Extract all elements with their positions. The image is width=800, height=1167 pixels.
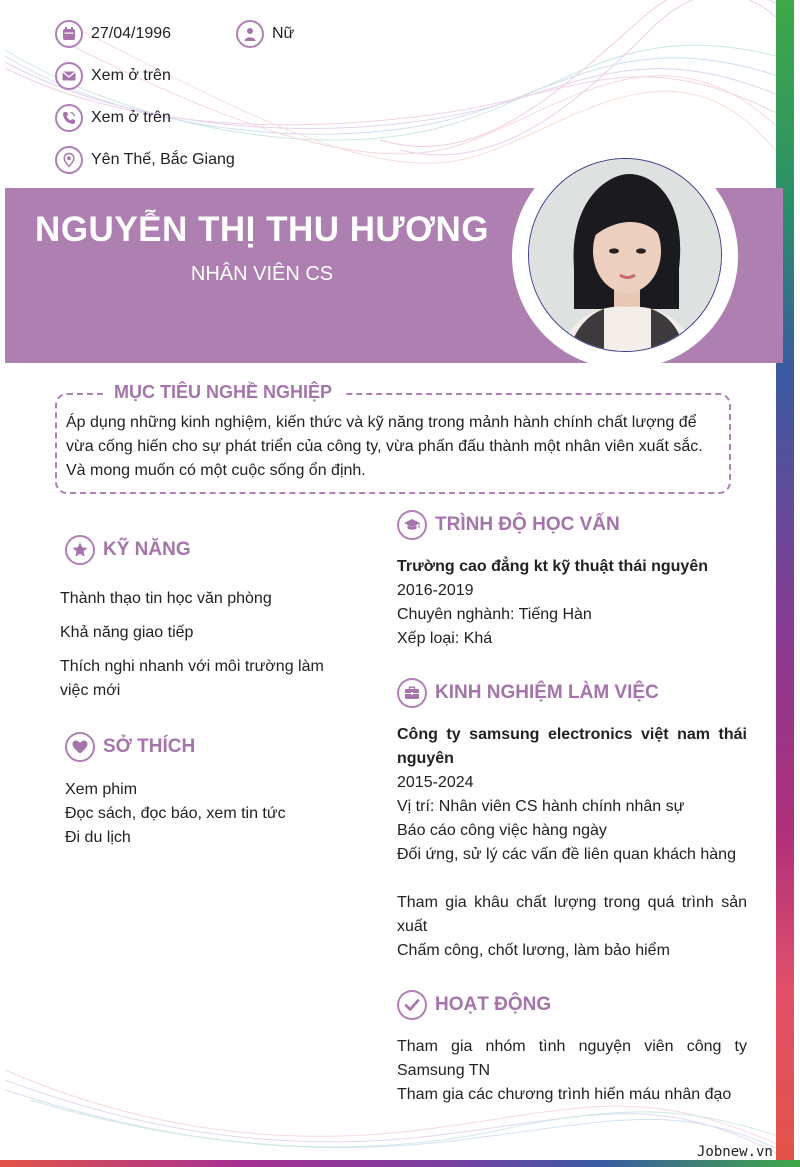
location-icon <box>55 146 83 174</box>
activities-heading <box>397 990 551 1020</box>
right-color-bar <box>776 0 794 1160</box>
calendar-icon <box>55 20 83 48</box>
education-school: Trường cao đẳng kt kỹ thuật thái nguyên <box>397 558 708 575</box>
address-row <box>55 146 235 174</box>
dob-row <box>55 20 171 48</box>
activity-item: Tham gia nhóm tình nguyện viên công ty Samsung TN <box>397 1038 747 1079</box>
dob-text: 27/04/1996 <box>91 25 172 42</box>
skill-item: Thành thạo tin học văn phòng <box>60 590 272 607</box>
hobby-item: Đi du lịch <box>65 829 131 846</box>
hobby-item: Xem phim <box>65 781 138 798</box>
email-text: Xem ở trên <box>91 67 171 84</box>
graduation-cap-icon <box>397 510 427 540</box>
gender-row <box>236 20 294 48</box>
experience-position: Vị trí: Nhân viên CS hành chính nhân sự <box>397 798 685 815</box>
education-years: 2016-2019 <box>397 582 474 599</box>
education-title: TRÌNH ĐỘ HỌC VẤN <box>435 514 620 535</box>
objective-text: Áp dụng những kinh nghiệm, kiến thức và kỹ năng trong mảnh hành chính chất lượng để vừa cống hiến cho sự phát triển của công ty, vừa phấn đấu thành một nhân viên xuất sắc. Và mong muốn có một cuộc sống ổn định. <box>66 414 703 479</box>
hobbies-heading <box>65 732 195 762</box>
experience-years: 2015-2024 <box>397 774 474 791</box>
activities-title: HOẠT ĐỘNG <box>435 994 552 1015</box>
experience-title: KINH NGHIỆM LÀM VIỆC <box>435 682 659 703</box>
experience-company: Công ty samsung electronics việt nam thái nguyên <box>397 726 747 767</box>
email-row <box>55 62 171 90</box>
gender-text: Nữ <box>272 25 295 42</box>
education-major: Chuyên nghành: Tiếng Hàn <box>397 606 592 623</box>
phone-text: Xem ở trên <box>91 109 171 126</box>
star-icon <box>65 535 95 565</box>
candidate-name: NGUYỄN THỊ THU HƯƠNG <box>35 210 489 249</box>
watermark: Jobnew.vn <box>697 1144 773 1160</box>
hobby-item: Đọc sách, đọc báo, xem tin tức <box>65 805 286 822</box>
hobbies-title: SỞ THÍCH <box>103 736 196 757</box>
check-icon <box>397 990 427 1020</box>
education-heading <box>397 510 620 540</box>
phone-row <box>55 104 171 132</box>
skill-item: Khả năng giao tiếp <box>60 624 194 641</box>
heart-icon <box>65 732 95 762</box>
experience-task: Đối ứng, sử lý các vấn đề liên quan khách hàng <box>397 846 736 863</box>
phone-icon <box>55 104 83 132</box>
experience-task: Tham gia khâu chất lượng trong quá trình sản xuất <box>397 894 747 935</box>
experience-task: Chấm công, chốt lương, làm bảo hiểm <box>397 942 670 959</box>
address-text: Yên Thế, Bắc Giang <box>91 151 235 168</box>
experience-task: Báo cáo công việc hàng ngày <box>397 822 607 839</box>
candidate-role: NHÂN VIÊN CS <box>190 263 334 285</box>
mail-icon <box>55 62 83 90</box>
experience-heading <box>397 678 659 708</box>
briefcase-icon <box>397 678 427 708</box>
person-icon <box>236 20 264 48</box>
objective-title: MỤC TIÊU NGHỀ NGHIỆP <box>104 382 342 403</box>
skills-title: KỸ NĂNG <box>103 539 191 560</box>
skill-item: Thích nghi nhanh với môi trường làm việc mới <box>60 658 324 699</box>
skills-heading <box>65 535 191 565</box>
avatar <box>528 158 722 352</box>
bottom-color-bar <box>0 1160 800 1167</box>
activity-item: Tham gia các chương trình hiến máu nhân đạo <box>397 1086 732 1103</box>
education-grade: Xếp loại: Khá <box>397 630 493 647</box>
